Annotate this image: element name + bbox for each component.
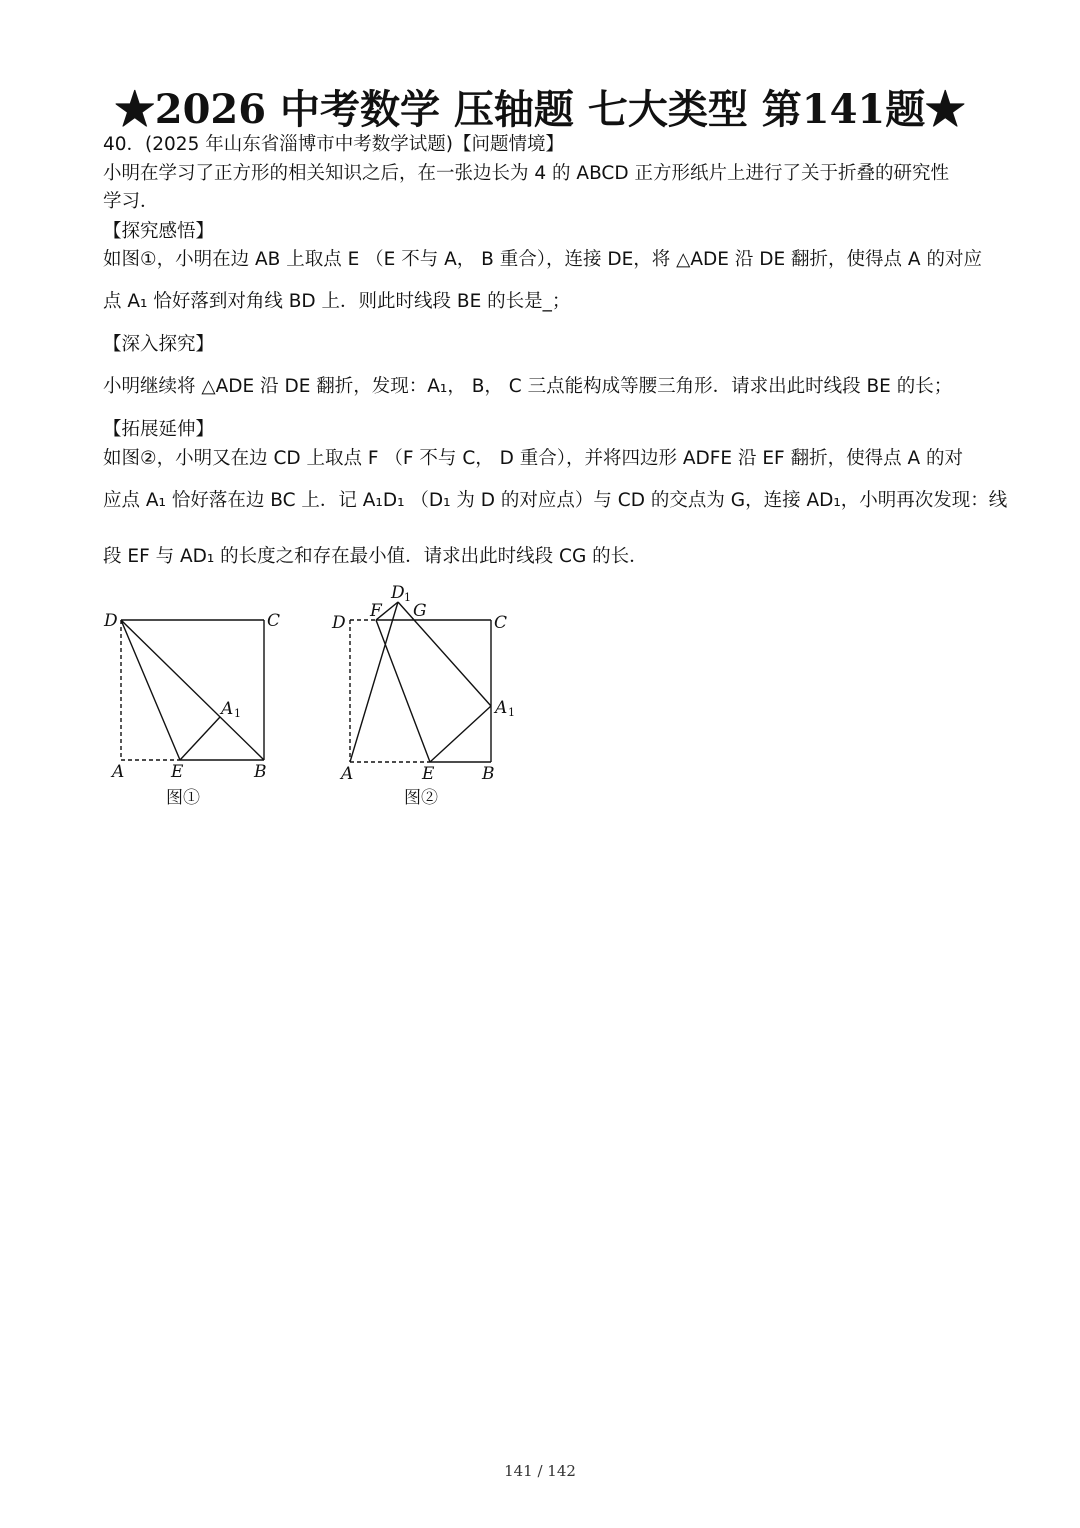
- figure-2: [350, 602, 491, 762]
- section-heading: 【深入探究】: [103, 334, 215, 355]
- problem-line: 如图①，小明在边 AB 上取点 E （E 不与 A， B 重合），连接 DE，将 △ADE 沿 DE 翻折，使得点 A 的对应: [103, 249, 982, 270]
- figure-1: [121, 620, 264, 760]
- diagonal-bd: [121, 620, 264, 760]
- label-g: G: [413, 601, 427, 621]
- problem-line: 段 EF 与 AD₁ 的长度之和存在最小值．请求出此时线段 CG 的长．: [103, 546, 648, 567]
- geometry-figures: [96, 580, 536, 820]
- label-a1-subscript: 1: [234, 707, 241, 720]
- label-a1-subscript: 1: [508, 706, 515, 719]
- label-d: D: [332, 613, 346, 633]
- label-e: E: [171, 762, 184, 782]
- label-d: D: [104, 611, 118, 631]
- problem-line: 应点 A₁ 恰好落在边 BC 上．记 A₁D₁ （D₁ 为 D 的对应点）与 CD 的交点为 G，连接 AD₁，小明再次发现：线: [103, 490, 1008, 511]
- page-title: ★2026 中考数学 压轴题 七大类型 第141题★: [114, 86, 966, 133]
- segment-ea1: [180, 717, 220, 760]
- segment-ef: [376, 620, 430, 762]
- label-b: B: [482, 764, 495, 784]
- problem-header: 40．(2025 年山东省淄博市中考数学试题)【问题情境】: [103, 134, 564, 155]
- section-heading: 【探究感悟】: [103, 221, 215, 242]
- problem-line: 小明在学习了正方形的相关知识之后，在一张边长为 4 的 ABCD 正方形纸片上进行了关于折叠的研究性: [103, 163, 949, 184]
- label-e: E: [422, 764, 435, 784]
- label-d1: D: [391, 583, 405, 603]
- label-a1: A: [495, 698, 508, 718]
- problem-line: 学习．: [103, 191, 159, 212]
- label-d1-subscript: 1: [404, 591, 411, 604]
- segment-ea1: [430, 706, 491, 762]
- label-c: C: [494, 613, 508, 633]
- problem-line: 如图②，小明又在边 CD 上取点 F （F 不与 C， D 重合），并将四边形 ADFE 沿 EF 翻折，使得点 A 的对: [103, 448, 963, 469]
- label-a: A: [112, 762, 125, 782]
- caption-figure-2: 图②: [404, 788, 438, 808]
- problem-line: 小明继续将 △ADE 沿 DE 翻折，发现：A₁， B， C 三点能构成等腰三角形．请求出此时线段 BE 的长；: [103, 376, 953, 397]
- label-b: B: [254, 762, 267, 782]
- segment-ad1: [350, 602, 398, 762]
- caption-figure-1: 图①: [166, 788, 200, 808]
- label-f: F: [370, 601, 382, 621]
- problem-line: 点 A₁ 恰好落到对角线 BD 上．则此时线段 BE 的长是_；: [103, 291, 571, 312]
- label-a: A: [341, 764, 354, 784]
- segment-de: [121, 620, 180, 760]
- label-a1: A: [221, 699, 234, 719]
- section-heading: 【拓展延伸】: [103, 419, 215, 440]
- figure-2-labels: [331, 583, 515, 808]
- segment-d1a1: [398, 602, 491, 706]
- page-number: 141 / 142: [504, 1462, 576, 1480]
- figures: [96, 580, 536, 824]
- label-c: C: [267, 611, 281, 631]
